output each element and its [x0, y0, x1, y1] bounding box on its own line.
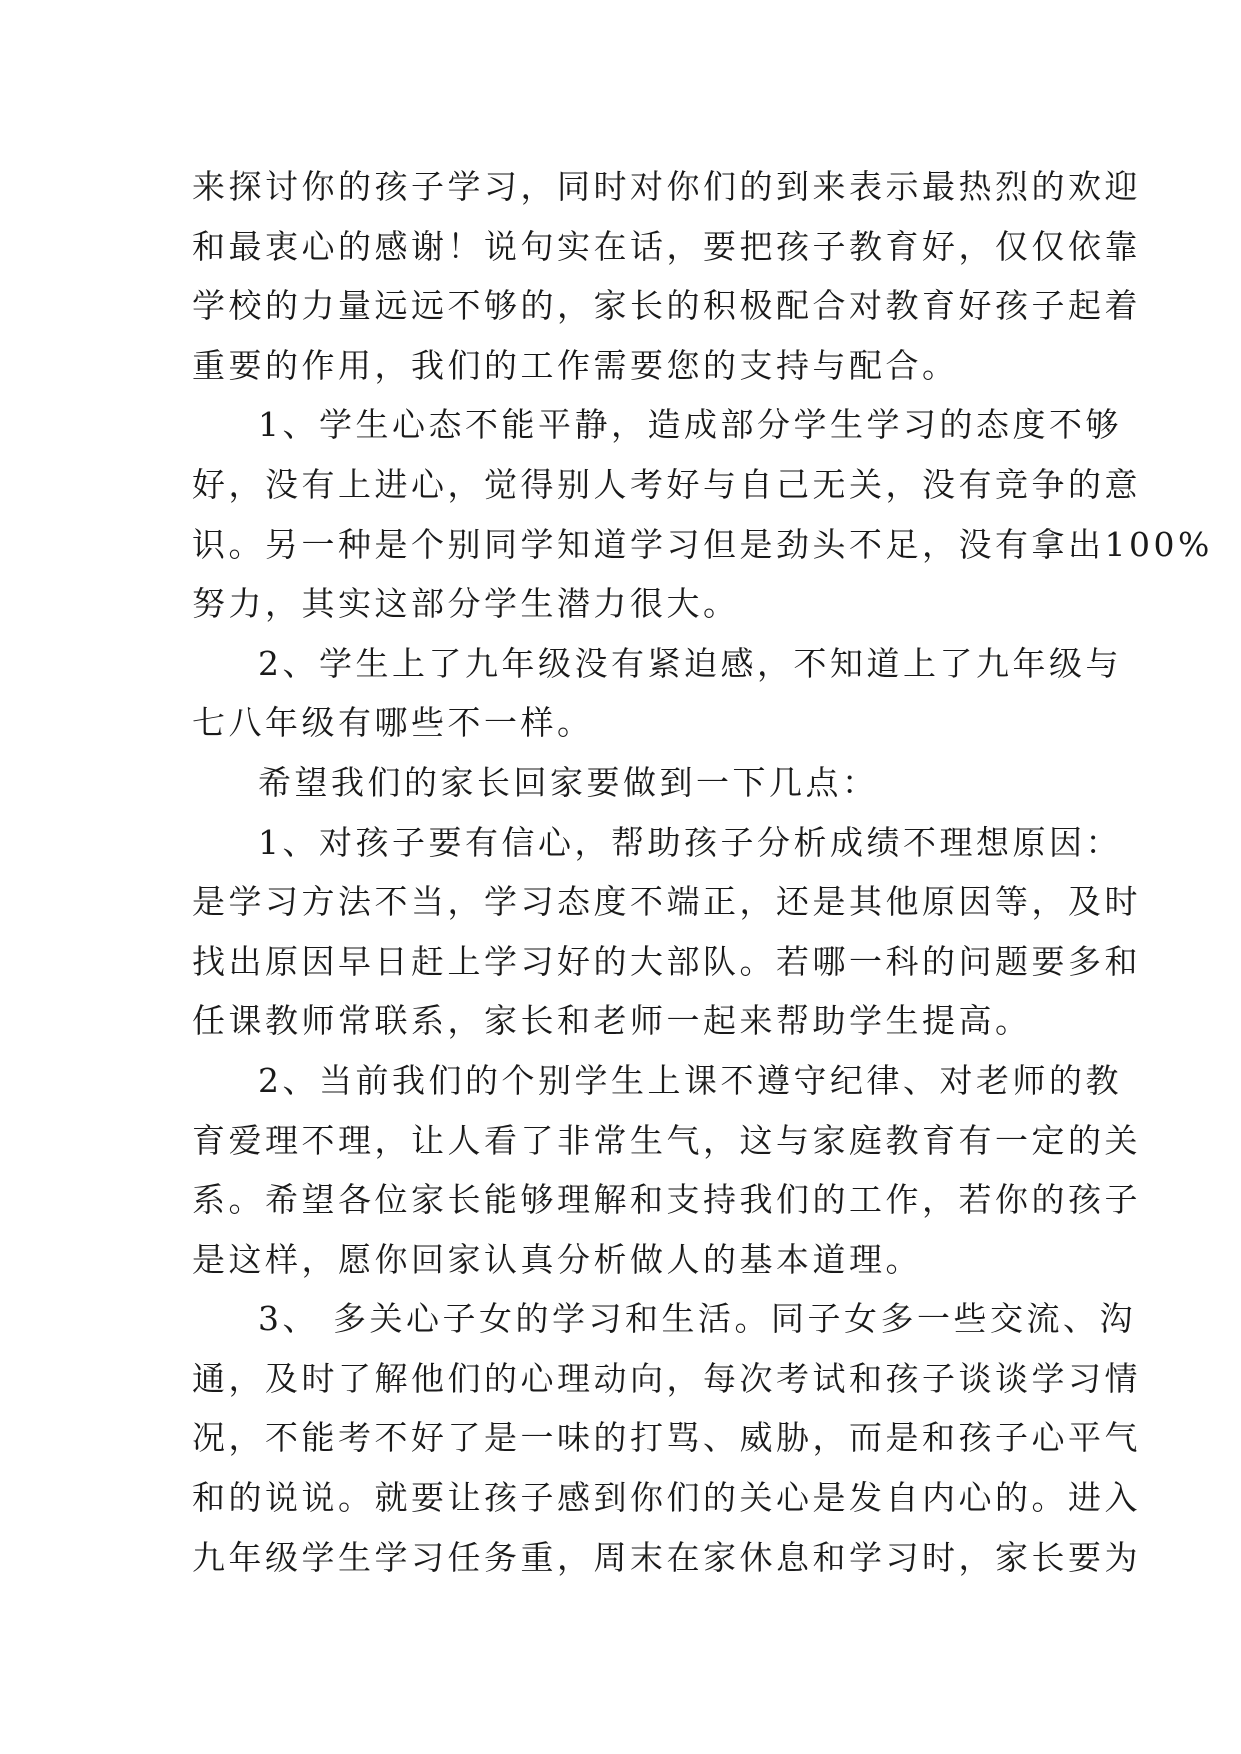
- document-body: [192, 157, 1213, 1587]
- text-line: 识。另一种是个别同学知道学习但是劲头不足，没有拿出100%: [192, 524, 1213, 564]
- text-line: 找出原因早日赶上学习好的大部队。若哪一科的问题要多和: [192, 941, 1141, 981]
- text-line: 育爱理不理，让人看了非常生气，这与家庭教育有一定的关: [192, 1120, 1141, 1160]
- text-line: 好，没有上进心，觉得别人考好与自己无关，没有竞争的意: [192, 464, 1141, 504]
- text-line: 七八年级有哪些不一样。: [192, 703, 594, 743]
- text-line: 是学习方法不当，学习态度不端正，还是其他原因等，及时: [192, 882, 1141, 922]
- text-line: 来探讨你的孩子学习，同时对你们的到来表示最热烈的欢迎: [192, 167, 1141, 206]
- text-line: 和最衷心的感谢！说句实在话，要把孩子教育好，仅仅依靠: [192, 226, 1141, 266]
- text-line: 希望我们的家长回家要做到一下几点：: [258, 762, 879, 802]
- text-line: 况，不能考不好了是一味的打骂、威胁，而是和孩子心平气: [192, 1418, 1141, 1458]
- text-line: 2、当前我们的个别学生上课不遵守纪律、对老师的教: [258, 1060, 1122, 1100]
- text-line: 任课教师常联系，家长和老师一起来帮助学生提高。: [192, 1001, 1032, 1041]
- text-line: 系。希望各位家长能够理解和支持我们的工作，若你的孩子: [192, 1180, 1141, 1220]
- text-line: 是这样，愿你回家认真分析做人的基本道理。: [192, 1239, 922, 1279]
- text-line: 通，及时了解他们的心理动向，每次考试和孩子谈谈学习情: [192, 1358, 1141, 1398]
- text-line: 学校的力量远远不够的，家长的积极配合对教育好孩子起着: [192, 286, 1141, 326]
- text-line: 2、学生上了九年级没有紧迫感，不知道上了九年级与: [258, 643, 1122, 683]
- text-line: 和的说说。就要让孩子感到你们的关心是发自内心的。进入: [192, 1478, 1141, 1518]
- text-line: 九年级学生学习任务重，周末在家休息和学习时，家长要为: [192, 1537, 1141, 1577]
- text-line: 1、学生心态不能平静，造成部分学生学习的态度不够: [258, 405, 1122, 445]
- text-line: 重要的作用，我们的工作需要您的支持与配合。: [192, 345, 959, 385]
- text-line: 1、对孩子要有信心，帮助孩子分析成绩不理想原因：: [258, 822, 1122, 862]
- text-line: 努力，其实这部分学生潜力很大。: [192, 584, 740, 624]
- text-line: 3、 多关心子女的学习和生活。同子女多一些交流、沟: [258, 1299, 1136, 1339]
